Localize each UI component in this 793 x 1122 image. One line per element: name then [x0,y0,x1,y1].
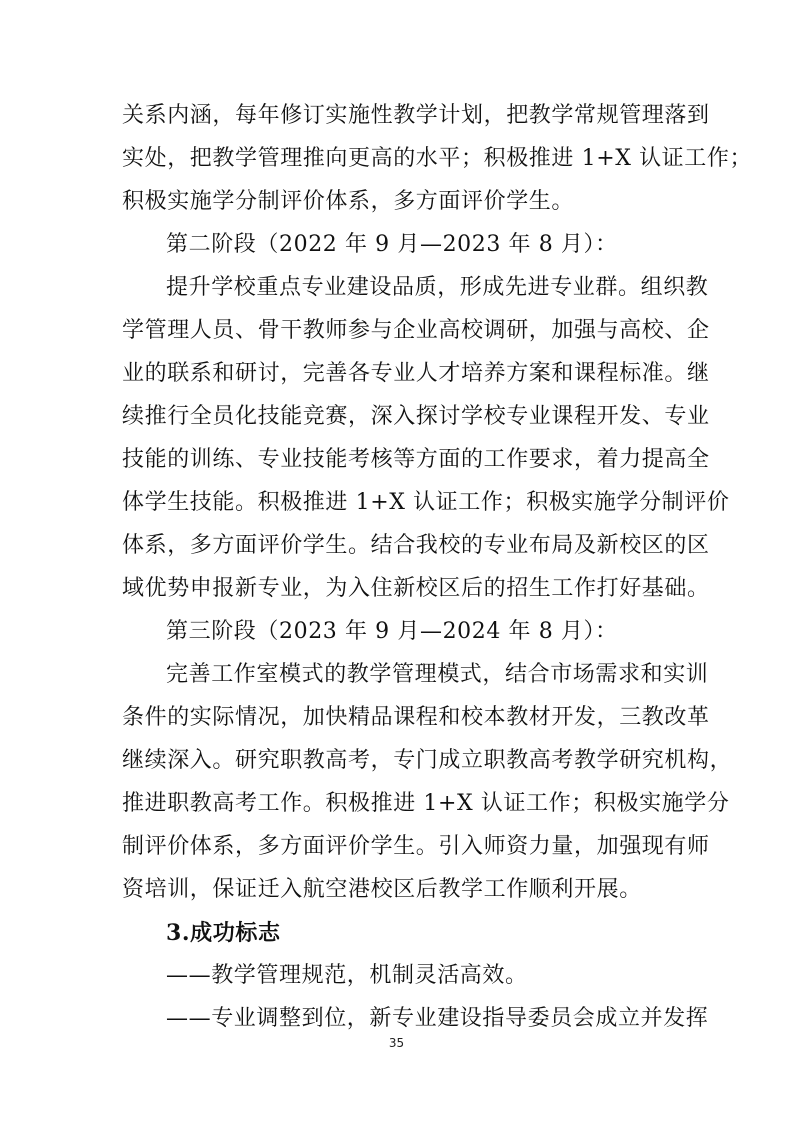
body-text-line: 学管理人员、骨干教师参与企业高校调研，加强与高校、企 [122,318,710,343]
body-text-line: 域优势申报新专业，为入住新校区后的招生工作打好基础。 [122,576,710,601]
body-text-line: 积极实施学分制评价体系，多方面评价学生。 [122,189,575,214]
body-text-line: 完善工作室模式的教学管理模式，结合市场需求和实训 [166,662,709,687]
body-text-line: ——专业调整到位，新专业建设指导委员会成立并发挥 [166,1006,709,1031]
body-text-line: 技能的训练、专业技能考核等方面的工作要求，着力提高全 [122,447,710,472]
body-text-line: 体学生技能。积极推进 1+X 认证工作；积极实施学分制评价 [122,490,730,515]
section-heading: 3.成功标志 [166,920,281,946]
body-text-line: 续推行全员化技能竞赛，深入探讨学校专业课程开发、专业 [122,404,710,429]
body-text-line: 实处，把教学管理推向更高的水平；积极推进 1+X 认证工作； [122,146,753,171]
body-text-line: 资培训，保证迁入航空港校区后教学工作顺利开展。 [122,877,642,902]
page-number: 35 [388,1036,405,1050]
body-text-line: 继续深入。研究职教高考，专门成立职教高考教学研究机构， [122,748,733,773]
body-text-line: 条件的实际情况，加快精品课程和校本教材开发，三教改革 [122,705,710,730]
body-text-line: 提升学校重点专业建设品质，形成先进专业群。组织教 [166,275,709,300]
body-text-line: 体系，多方面评价学生。结合我校的专业布局及新校区的区 [122,533,710,558]
body-text-line: ——教学管理规范，机制灵活高效。 [166,963,528,988]
body-text-line: 业的联系和研讨，完善各专业人才培养方案和课程标准。继 [122,361,710,386]
stage-heading: 第三阶段（2023 年 9 月—2024 年 8 月）： [166,619,618,644]
body-text-line: 制评价体系，多方面评价学生。引入师资力量，加强现有师 [122,834,710,859]
body-text-line: 推进职教高考工作。积极推进 1+X 认证工作；积极实施学分 [122,791,730,816]
body-text-line: 关系内涵，每年修订实施性教学计划，把教学常规管理落到 [122,103,710,128]
stage-heading: 第二阶段（2022 年 9 月—2023 年 8 月）： [166,232,618,257]
